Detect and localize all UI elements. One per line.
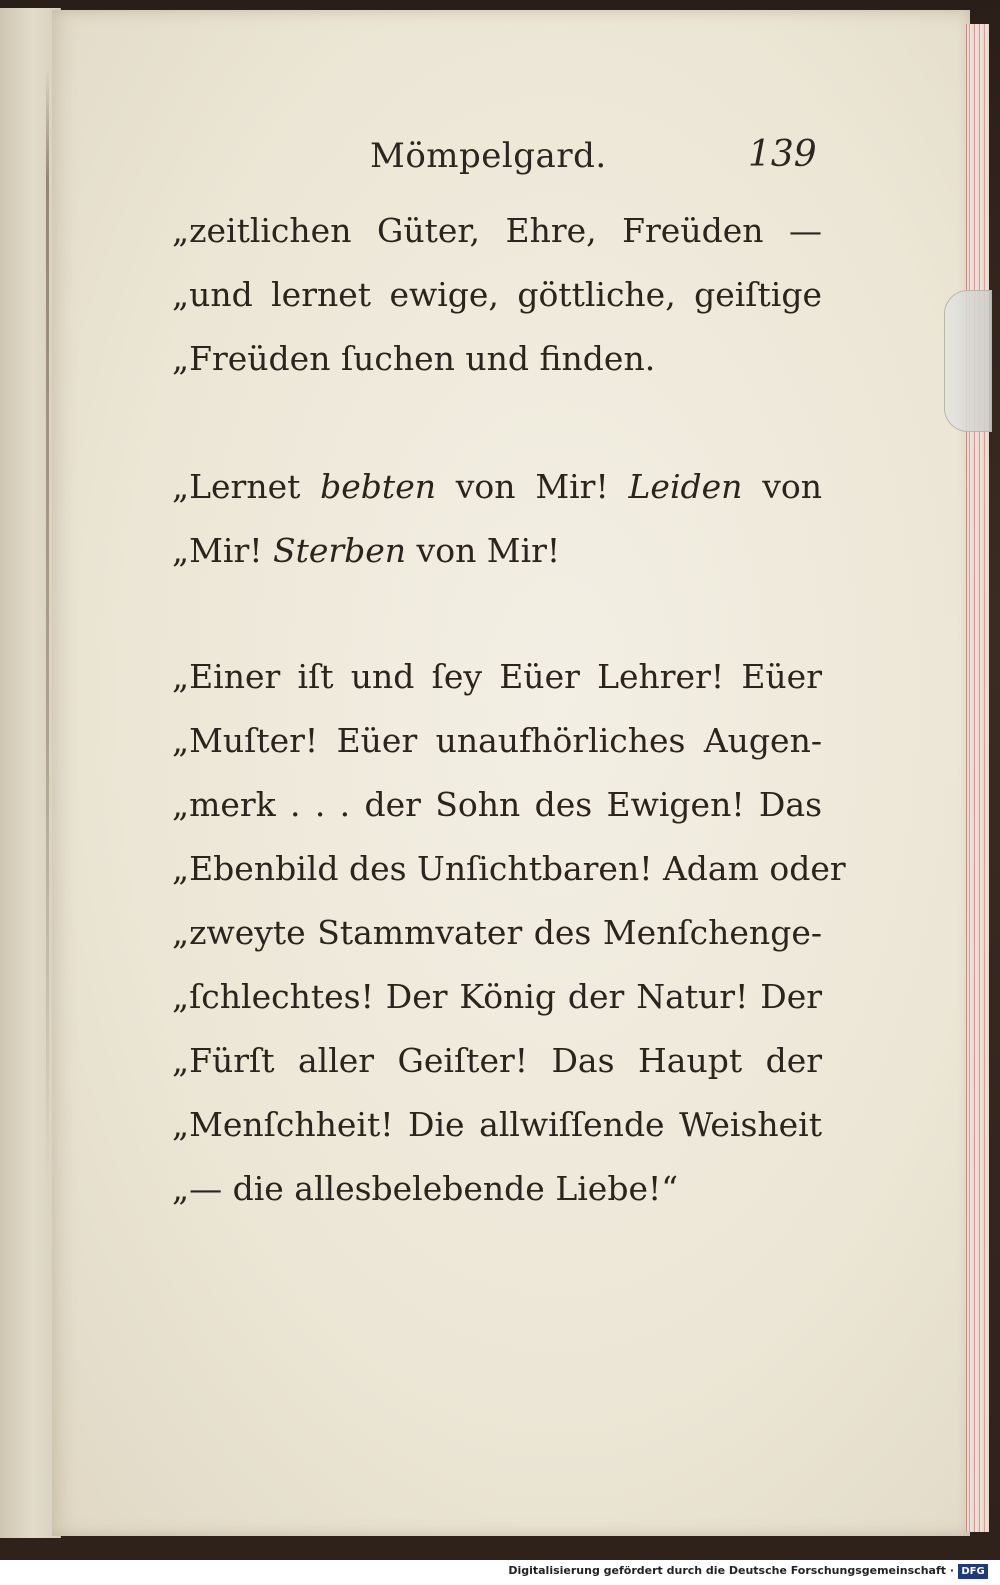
dfg-logo-icon: DFG	[958, 1564, 988, 1579]
page-tab-marker	[944, 290, 992, 432]
emphasis-text: bebten	[320, 467, 436, 506]
emphasis-text: Leiden	[628, 467, 743, 506]
text-line: „Fürſt aller Geiſter! Das Haupt der	[172, 1041, 822, 1080]
text-run: „Lernet	[172, 467, 321, 506]
text-line: „Menſchheit! Die allwiſſende Weisheit	[172, 1105, 822, 1144]
book-page	[52, 10, 970, 1536]
running-head	[52, 128, 970, 188]
text-line: „ſchlechtes! Der König der Natur! Der	[172, 977, 822, 1016]
footer-credit: Digitalisierung gefördert durch die Deutsche Forschungsgemeinschaft ·	[508, 1564, 954, 1577]
binding-fold-line	[46, 68, 49, 1188]
text-run: von Mir!	[406, 531, 561, 570]
text-run: von	[742, 467, 822, 506]
text-line: „Ebenbild des Unſichtbaren! Adam oder	[172, 849, 846, 888]
text-run: von Mir!	[435, 467, 629, 506]
emphasis-text: Sterben	[272, 531, 407, 570]
running-head-title: Mömpelgard.	[370, 136, 607, 176]
text-line-with-emphasis	[172, 526, 822, 576]
page-number: 139	[748, 134, 817, 175]
text-line: „und lernet ewige, göttliche, geiſtige	[172, 275, 822, 314]
text-line-with-emphasis	[172, 462, 822, 512]
text-line: „merk . . . der Sohn des Ewigen! Das	[172, 785, 822, 824]
footer-bar	[0, 1560, 1000, 1585]
text-line: „Muſter! Eüer unaufhörliches Augen-	[172, 721, 822, 760]
text-line: „Freüden ſuchen und finden.	[172, 339, 656, 378]
text-line: „Einer iſt und ſey Eüer Lehrer! Eüer	[172, 657, 822, 696]
text-line: „zeitlichen Güter, Ehre, Freüden —	[172, 211, 822, 250]
text-line: „— die allesbelebende Liebe!“	[172, 1169, 679, 1208]
text-run: „Mir!	[172, 531, 273, 570]
text-line: „zweyte Stammvater des Menſchenge-	[172, 913, 822, 952]
page-block-edge	[966, 24, 989, 1532]
